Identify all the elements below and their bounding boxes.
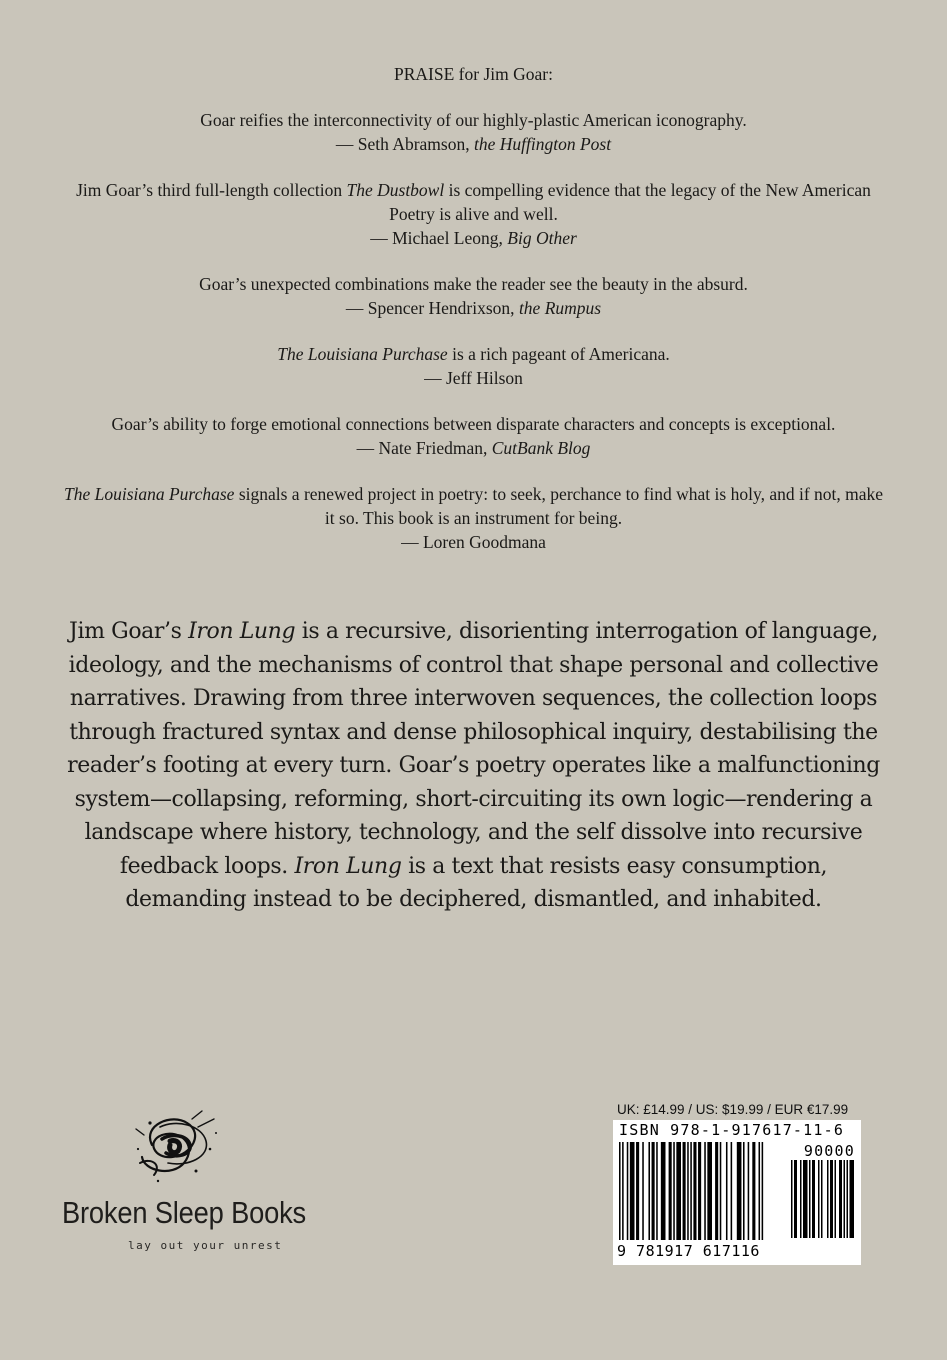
barcode-bar	[726, 1142, 728, 1240]
barcode-bar	[835, 1160, 837, 1238]
barcode-bar	[652, 1142, 655, 1240]
barcode-bar	[673, 1142, 675, 1240]
barcode-bar	[752, 1142, 755, 1240]
barcode-bar	[676, 1142, 681, 1240]
barcode-bar	[642, 1142, 644, 1240]
isbn-barcode	[613, 1120, 861, 1265]
ink-scribble-logo-icon	[132, 1105, 222, 1185]
ean-barcode-bars	[617, 1142, 785, 1242]
blurb: Jim Goar’s third full-length collection The Dustbowl is compelling evidence that the legacy of the New American Poetry is alive and well. — Michael Leong, Big Other	[0, 178, 947, 250]
barcode-bar	[759, 1142, 761, 1240]
barcode-bar	[800, 1160, 802, 1238]
barcode-bar	[803, 1160, 808, 1238]
praise-section	[0, 62, 947, 576]
barcode-bar	[687, 1142, 689, 1240]
barcode-bar	[762, 1142, 764, 1240]
blurb: The Louisiana Purchase is a rich pageant of Americana. — Jeff Hilson	[0, 342, 947, 390]
barcode-bar	[715, 1142, 718, 1240]
barcode-bar	[743, 1142, 745, 1240]
barcode-bar	[818, 1160, 820, 1238]
barcode-bar	[737, 1142, 742, 1240]
isbn-label: ISBN 978-1-917617-11-6	[619, 1121, 845, 1139]
barcode-bar	[704, 1142, 706, 1240]
addon-barcode-bars	[789, 1160, 855, 1240]
price-line: UK: £14.99 / US: $19.99 / EUR €17.99	[617, 1102, 849, 1117]
barcode-bar	[847, 1160, 849, 1238]
barcode-bar	[812, 1160, 815, 1238]
barcode-bar	[748, 1142, 750, 1240]
blurb: Goar’s ability to forge emotional connections between disparate characters and concepts is exceptional. — Nate Friedman, CutBank Blog	[0, 412, 947, 460]
barcode-bar	[720, 1142, 722, 1240]
blurb-attribution: — Nate Friedman, CutBank Blog	[356, 438, 591, 458]
barcode-bar	[619, 1142, 621, 1240]
barcode-bar	[693, 1142, 696, 1240]
barcode-bar	[791, 1160, 793, 1238]
barcode-bar	[821, 1160, 823, 1238]
publisher-name: Broken Sleep Books	[62, 1195, 307, 1230]
barcode-bar	[830, 1160, 833, 1238]
barcode-bar	[731, 1142, 733, 1240]
barcode-bar	[622, 1142, 624, 1240]
barcode-bar	[669, 1142, 672, 1240]
addon-code: 90000	[803, 1142, 855, 1160]
praise-heading: PRAISE for Jim Goar:	[394, 64, 553, 84]
blurb-list	[0, 108, 947, 554]
barcode-bar	[656, 1142, 658, 1240]
barcode-bar	[844, 1160, 846, 1238]
barcode-bar	[690, 1142, 692, 1240]
barcode-bar	[809, 1160, 811, 1238]
barcode-bar	[698, 1142, 701, 1240]
barcode-bar	[683, 1142, 686, 1240]
barcode-bar	[661, 1142, 666, 1240]
barcode-bar	[648, 1142, 650, 1240]
publisher-tagline: lay out your unrest	[128, 1239, 283, 1252]
barcode-bar	[630, 1142, 635, 1240]
blurb: Goar reifies the interconnectivity of our highly-plastic American iconography. — Seth Abramson, the Huffington Post	[0, 108, 947, 156]
barcode-bar	[839, 1160, 842, 1238]
barcode-bar	[627, 1142, 629, 1240]
blurb: Goar’s unexpected combinations make the reader see the beauty in the absurd. — Spencer Hendrixson, the Rumpus	[0, 272, 947, 320]
blurb-attribution: — Loren Goodmana	[401, 532, 546, 552]
publisher-logo	[62, 1105, 322, 1252]
ean-digits: 9 781917 617116	[617, 1242, 760, 1260]
blurb-attribution: — Seth Abramson, the Huffington Post	[335, 134, 612, 154]
blurb-attribution: — Jeff Hilson	[424, 368, 523, 388]
book-synopsis: Jim Goar’s Iron Lung is a recursive, disorienting interrogation of language, ideology, and the mechanisms of control that shape personal and collective narratives. Drawing from three interwoven sequences, the collection loops through fractured syntax and dense philosophical inquiry, destabilising the reader’s footing at every turn. Goar’s poetry operates like a malfunctioning system—collapsing, reforming, short-circuiting its own logic—rendering a landscape where history, technology, and the self dissolve into recursive feedback loops. Iron Lung is a text that resists easy consumption, demanding instead to be deciphered, dismantled, and inhabited.	[67, 619, 880, 912]
barcode-bar	[827, 1160, 829, 1238]
barcode-bar	[850, 1160, 855, 1238]
barcode-bar	[636, 1142, 639, 1240]
blurb-attribution: — Michael Leong, Big Other	[370, 228, 577, 248]
barcode-bar	[707, 1142, 712, 1240]
blurb-attribution: — Spencer Hendrixson, the Rumpus	[345, 298, 602, 318]
barcode-bar	[794, 1160, 797, 1238]
blurb: The Louisiana Purchase signals a renewed project in poetry: to seek, perchance to find what is holy, and if not, make it so. This book is an instrument for being. — Loren Goodmana	[0, 482, 947, 554]
